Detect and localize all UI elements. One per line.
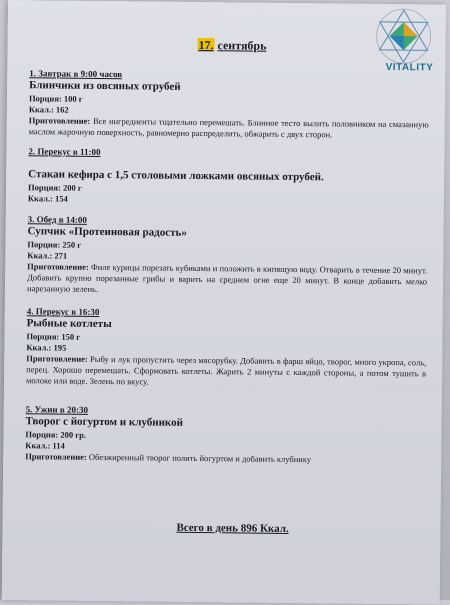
meal-kcal: Ккал.: 154: [27, 193, 68, 204]
meal-name: Творог с йогуртом и клубникой: [25, 415, 184, 429]
meal-header: 3. Обед в 14:00: [27, 214, 87, 225]
meal-breakfast: [29, 68, 430, 141]
meal-dinner: [25, 404, 426, 466]
meal-portion: Порция: 200 г: [27, 182, 82, 193]
meal-snack-1: [28, 146, 429, 208]
meal-prep: Приготовление: Обезжиренный творог полить йогуртом и добавить клубнику: [25, 451, 312, 465]
meal-kcal: Ккал.: 271: [27, 250, 68, 261]
logo-text: VITALITY: [385, 61, 434, 74]
meal-portion: Порция: 150 г: [26, 331, 81, 342]
meal-name: Рыбные котлеты: [26, 317, 112, 331]
meal-prep: Приготовление: Филе курицы порезать кубиками и положить в кипящую воду. Отварить в течение 20 минут. Добавить крупно порезанные грибы и варить на среднем огне еще 20 минут. В конце добавить мелко нарезанную зелень.: [26, 261, 428, 294]
meal-portion: Порция: 100 г: [28, 93, 83, 104]
meal-lunch: [27, 214, 428, 298]
meal-header: 1. Завтрак в 9:00 часов: [29, 68, 123, 80]
document-page: [2, 0, 446, 605]
meal-prep: Приготовление: Все ингредиенты тщательно перемешать. Блинное тесто вылить половником на смазанную маслом жарочную поверхность, равномерно распределить, обжарить с двух сторон.: [28, 115, 429, 140]
meal-name: Супчик «Протеиновая радость»: [27, 225, 187, 239]
meal-prep: Приготовление: Рыбу и лук пропустить через мясорубку. Добавить в фарш яйцо, творог, много укропа, соль, перец. Хорошо перемешать. Сформовать котлеты. Жарить 2 минуты с каждой стороны, а потом тушить в молоке или воде. Зелень по вкусу.: [25, 353, 427, 387]
meal-header: 4. Перекус в 16:30: [26, 306, 100, 317]
meal-portion: Порция: 250 г: [27, 239, 82, 250]
daily-total: Всего в день 896 Ккал.: [176, 521, 289, 535]
meal-name: Блинчики из овсяных отрубей: [29, 79, 181, 93]
meal-header: 2. Перекус в 11:00: [28, 146, 101, 157]
meal-name: Стакан кефира с 1,5 столовыми ложками овсяных отрубей.: [28, 168, 324, 184]
meal-header: 5. Ужин в 20:30: [25, 404, 89, 415]
page-date: [197, 38, 266, 54]
meal-kcal: Ккал.: 195: [26, 342, 67, 353]
meal-snack-2: [26, 306, 427, 390]
date-day: 17.: [198, 37, 214, 53]
meal-kcal: Ккал.: 162: [28, 104, 69, 115]
meal-kcal: Ккал.: 114: [25, 440, 65, 451]
meal-portion: Порция: 200 гр.: [25, 429, 87, 440]
date-month: сентябрь: [217, 38, 267, 53]
